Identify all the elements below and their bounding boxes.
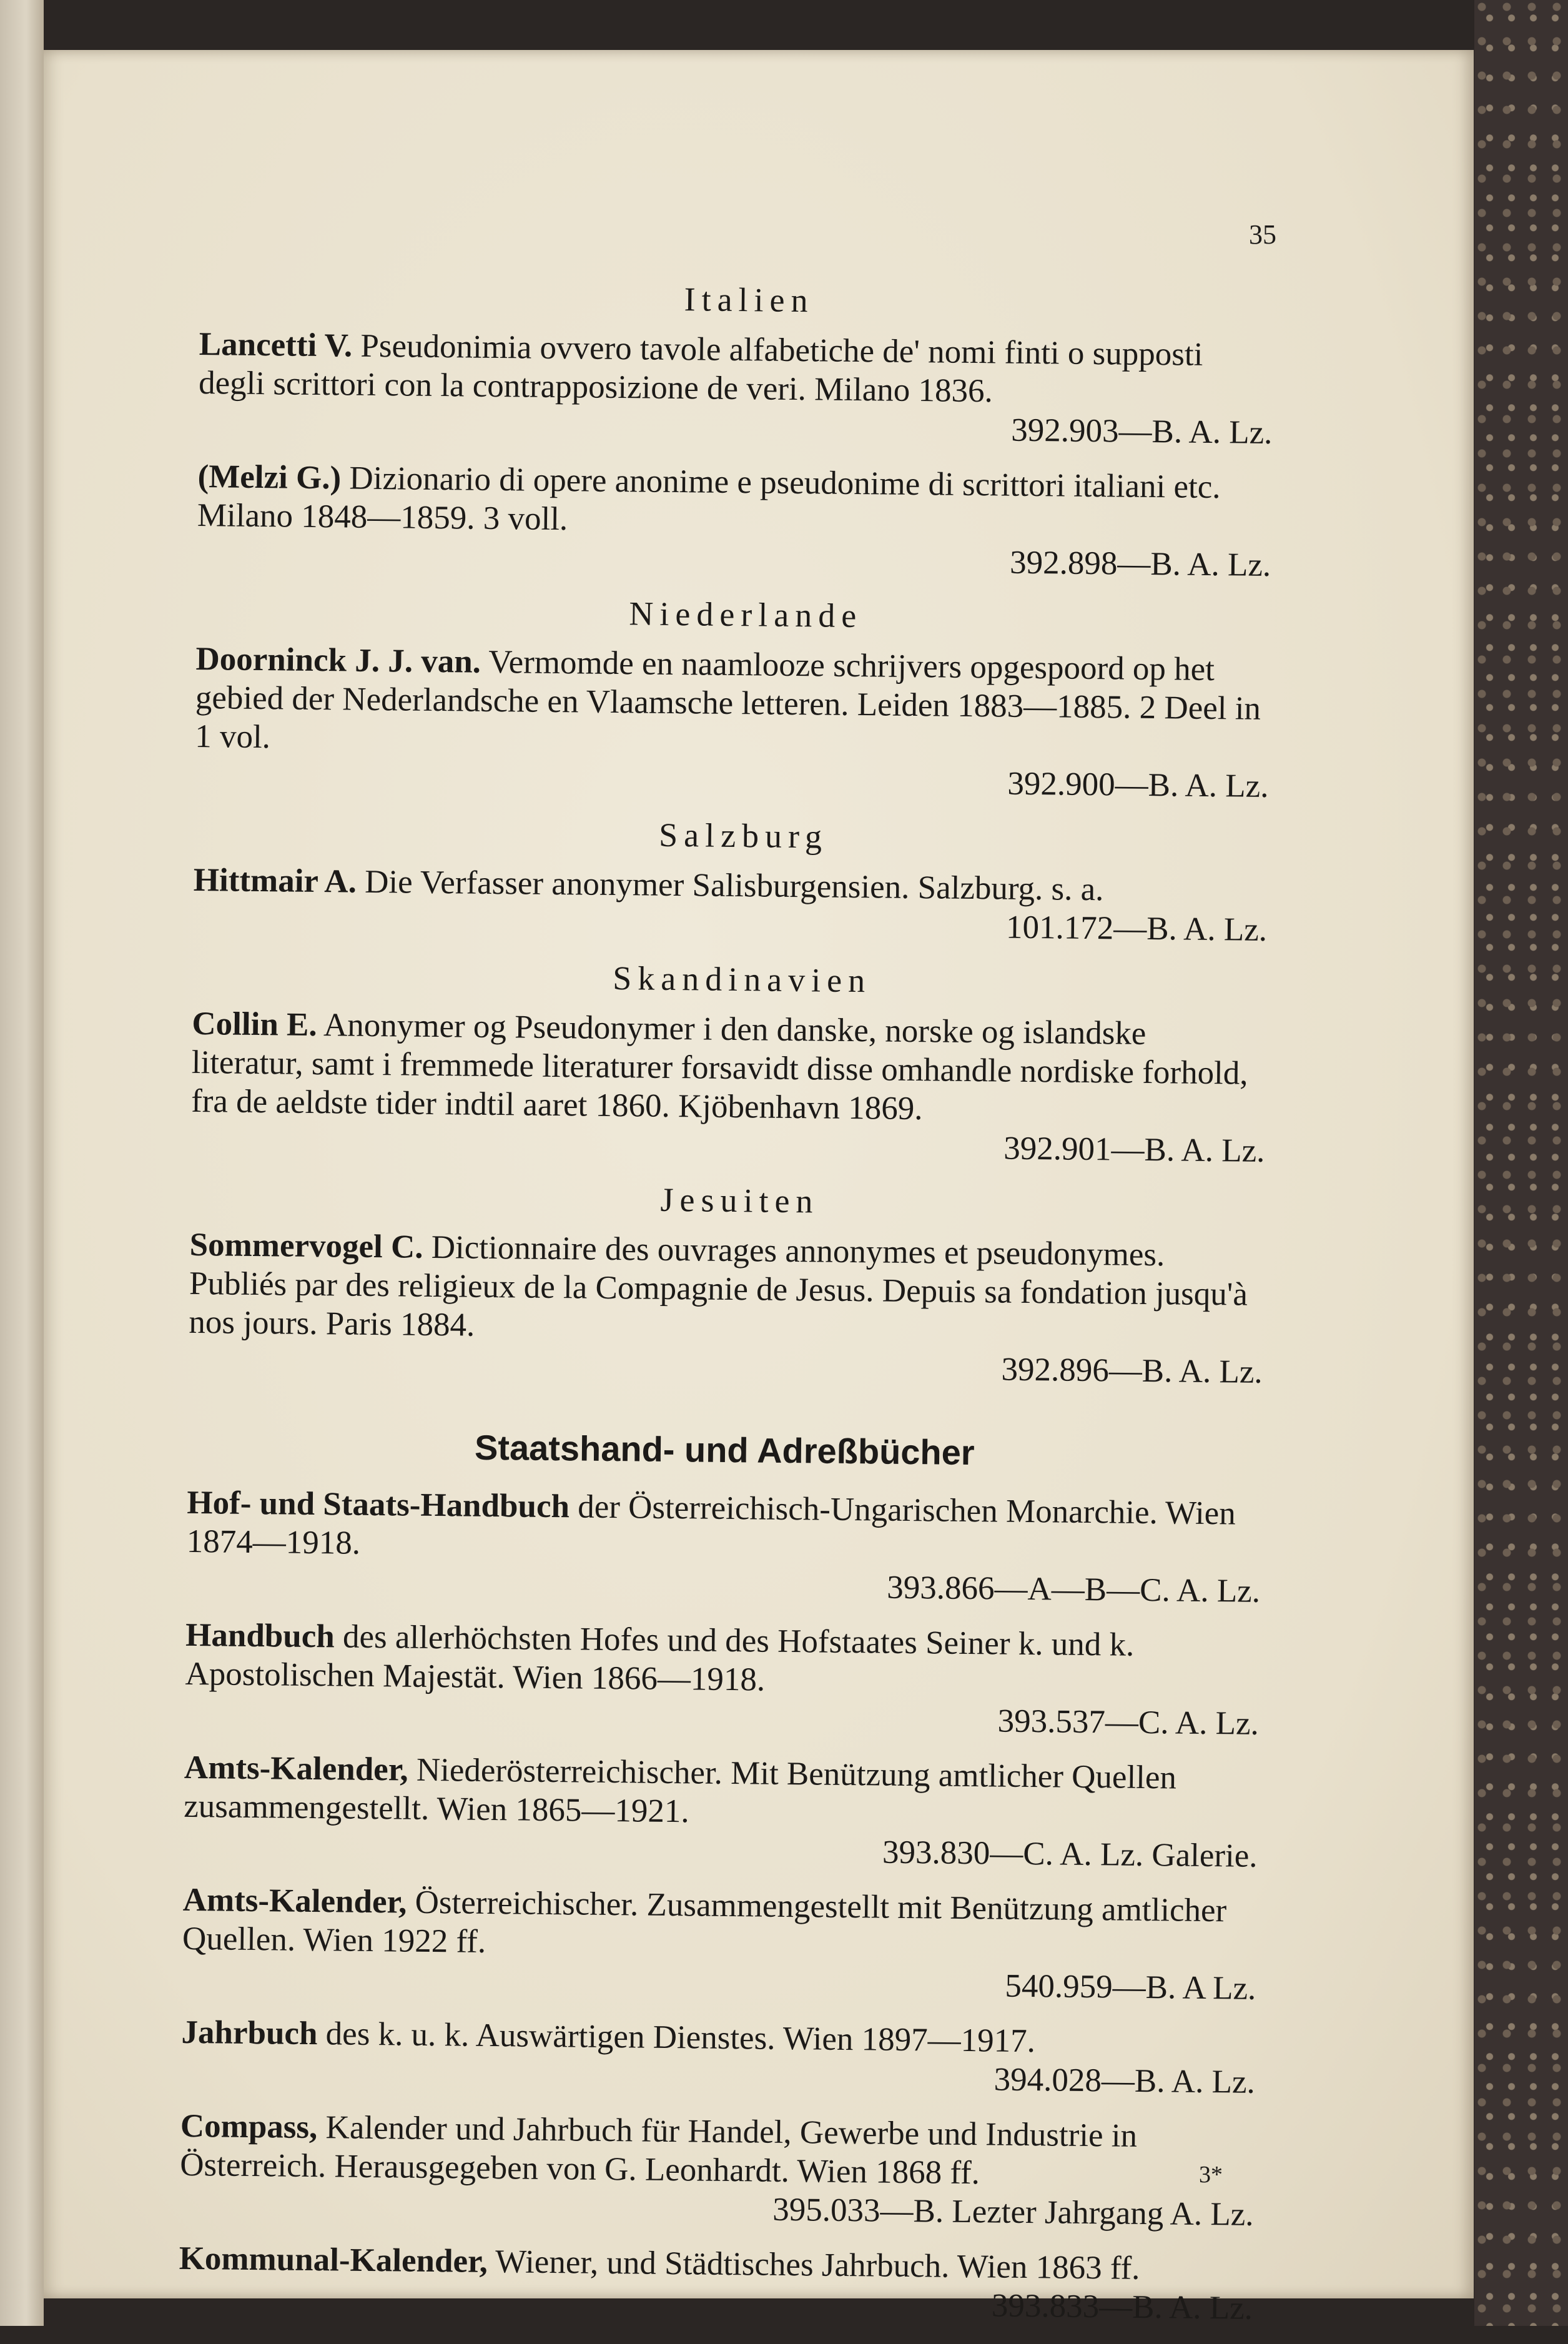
entry-call-number: 393.830—C. A. Lz. Galerie. xyxy=(882,1834,1258,1874)
entry-call-number: 392.898—B. A. Lz. xyxy=(1009,544,1271,583)
entry-call-number: 101.172—B. A. Lz. xyxy=(1005,909,1268,948)
entry-author: Amts-Kalender, xyxy=(182,1881,407,1921)
entry-author: Handbuch xyxy=(185,1616,335,1655)
entry-author: Hittmair A. xyxy=(193,861,357,900)
entry-author: Jahrbuch xyxy=(181,2014,318,2052)
entry-call-number: 392.896—B. A. Lz. xyxy=(1001,1351,1263,1390)
entry xyxy=(193,861,1268,949)
entry-text: der Österreichisch-Ungarischen Monarchie. Wien 1874—1918. xyxy=(186,1488,1236,1561)
entry xyxy=(185,1616,1260,1743)
section-heading-skandinavien: Skandinavien xyxy=(612,959,872,1000)
entry xyxy=(181,2013,1256,2102)
entry xyxy=(179,2239,1253,2328)
entry-author: Compass, xyxy=(180,2107,318,2146)
entry-author: (Melzi G.) xyxy=(197,458,342,497)
entry-author: Collin E. xyxy=(192,1005,318,1044)
entry xyxy=(194,640,1270,806)
entry-text: Vermomde en naamlooze schrijvers opgespoord op het gebied der Nederlandsche en Vlaamsche letteren. Leiden 1883—1885. 2 Deel in 1 vol. xyxy=(194,643,1261,756)
entry-text: Kalender und Jahrbuch für Handel, Gewerbe und Industrie in Österreich. Herausgegeben von G. Leonhardt. Wien 1868 ff. xyxy=(180,2109,1138,2192)
entry-text: Niederösterreichischer. Mit Benützung amtlicher Quellen zusammengestellt. Wien 1865—1921. xyxy=(184,1751,1177,1830)
entry xyxy=(197,457,1272,585)
entry-call-number: 394.028—B. A. Lz. xyxy=(994,2061,1256,2100)
entry-author: Lancetti V. xyxy=(199,325,353,364)
entry-author: Amts-Kalender, xyxy=(184,1749,408,1788)
book-cover-edge xyxy=(1474,0,1568,2326)
text-column xyxy=(178,275,1273,2344)
entry-text: Die Verfasser anonymer Salisburgensien. Salzburg. s. a. xyxy=(364,863,1104,908)
entry-text: Österreichischer. Zusammengestellt mit Benützung amtlicher Quellen. Wien 1922 ff. xyxy=(182,1884,1227,1960)
entry xyxy=(182,1881,1257,2008)
entry-text: Dizionario di opere anonime e pseudonime di scrittori italiani etc. Milano 1848—1859. 3 voll. xyxy=(197,460,1221,538)
page-number: 35 xyxy=(1249,219,1276,250)
section-heading-niederlande: Niederlande xyxy=(629,595,863,635)
entry-text: Anonymer og Pseudonymer i den danske, norske og islandske literatur, samt i fremmede literaturer forsavidt disse omhandle nordiske forhold, fra de aeldste tider indtil aaret 1860. Kjöbenhavn 1869. xyxy=(190,1007,1248,1127)
section-heading-jesuiten: Jesuiten xyxy=(660,1180,819,1220)
entry-call-number: 392.901—B. A. Lz. xyxy=(1003,1130,1265,1169)
entry xyxy=(198,325,1273,452)
entry-call-number: 393.866—A—B—C. A. Lz. xyxy=(887,1569,1261,1610)
entry-call-number: 392.900—B. A. Lz. xyxy=(1007,765,1269,804)
entry xyxy=(179,2107,1255,2234)
entry-call-number: 393.833—B. A. Lz. xyxy=(991,2287,1253,2327)
entry-text: des k. u. k. Auswärtigen Dienstes. Wien 1897—1917. xyxy=(325,2015,1036,2060)
entry-text: des allerhöchsten Hofes und des Hofstaates Seiner k. und k. Apostolischen Majestät. Wien 1866—1918. xyxy=(185,1618,1135,1698)
entry-call-number: 393.537—C. A. Lz. xyxy=(997,1703,1260,1742)
entry-author: Doorninck J. J. van. xyxy=(195,640,481,680)
entry-call-number: 392.903—B. A. Lz. xyxy=(1011,412,1273,451)
entry-author: Hof- und Staats-Handbuch xyxy=(187,1484,570,1525)
entry-author: Kommunal-Kalender, xyxy=(179,2240,488,2280)
entry xyxy=(188,1225,1264,1392)
section-heading-salzburg: Salzburg xyxy=(658,816,829,856)
entry-text: Dictionnaire des ouvrages annonymes et pseudonymes. Publiés par des religieux de la Compagnie de Jesus. Depuis sa fondation jusqu'à nos jours. Paris 1884. xyxy=(189,1229,1248,1343)
entry-call-number: 395.033—B. Lezter Jahrgang A. Lz. xyxy=(772,2191,1254,2233)
entry-call-number: 540.959—B. A Lz. xyxy=(1005,1967,1256,2007)
section-heading-italien: Italien xyxy=(684,280,814,320)
book-gutter xyxy=(0,0,44,2326)
entry-author: Sommervogel C. xyxy=(189,1226,423,1265)
group-heading: Staatshand- und Adreßbücher xyxy=(474,1427,975,1473)
entry xyxy=(186,1483,1261,1611)
book-page xyxy=(44,50,1474,2327)
entry xyxy=(183,1748,1258,1876)
entry xyxy=(190,1004,1266,1170)
entry-text: Pseudonimia ovvero tavole alfabetiche de' nomi finti o supposti degli scrittori con la contrapposizione de veri. Milano 1836. xyxy=(198,327,1203,410)
signature-mark: 3* xyxy=(1199,2162,1223,2188)
entry-text: Wiener, und Städtisches Jahrbuch. Wien 1863 ff. xyxy=(495,2243,1140,2287)
